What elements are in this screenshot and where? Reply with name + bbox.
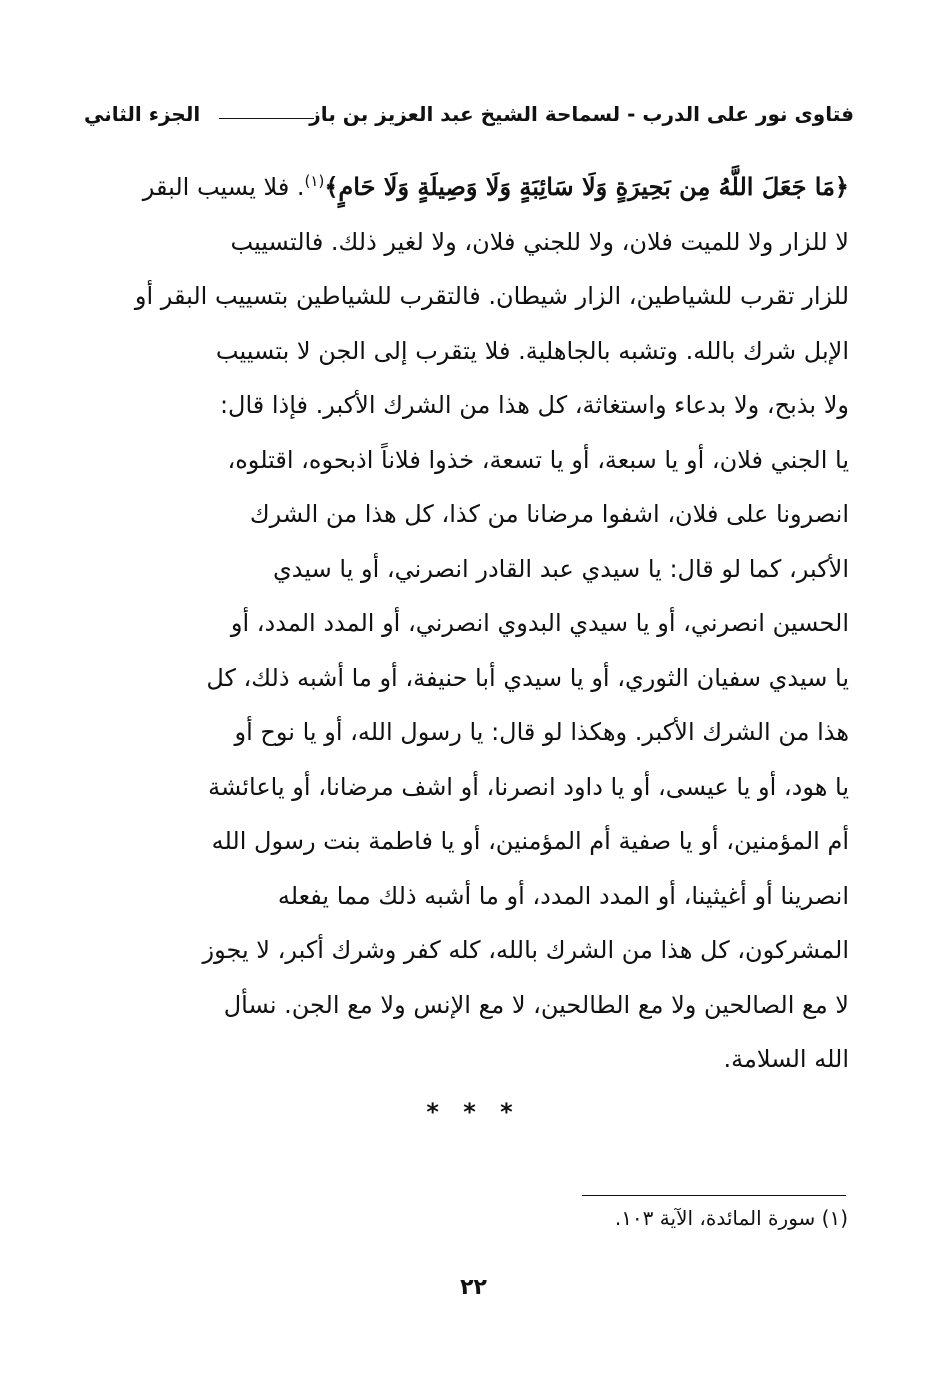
text-line: الأكبر، كما لو قال: يا سيدي عبد القادر انصرني، أو يا سيدي [273,554,849,583]
text-line [84,160,849,215]
text-line: يا هود، أو يا عيسى، أو يا داود انصرنا، أو اشف مرضانا، أو ياعائشة [208,772,849,801]
text-line: ولا بذبح، ولا بدعاء واستغاثة، كل هذا من الشرك الأكبر. فإذا قال: [219,391,849,419]
text-line: الإبل شرك بالله. وتشبه بالجاهلية. فلا يتقرب إلى الجن لا بتسييب [215,336,849,365]
text-line: انصرونا على فلان، اشفوا مرضانا من كذا، كل هذا من الشرك [249,500,849,528]
text-line: يا الجني فلان، أو يا سبعة، أو يا تسعة، خذوا فلاناً اذبحوه، اقتلوه، [227,445,849,474]
text-line: للزار تقرب للشياطين، الزار شيطان. فالتقرب للشياطين بتسييب البقر أو [134,282,849,310]
page-number: ٢٢ [460,1275,487,1300]
text-line: لا مع الصالحين ولا مع الطالحين، لا مع الإنس ولا مع الجن. نسأل [223,990,849,1019]
text-line: الحسين انصرني، أو يا سيدي البدوي انصرني، أو المدد المدد، أو [230,609,849,637]
footnote-rule [582,1195,846,1196]
section-separator: * * * [426,1098,521,1126]
quran-verse: ﴿مَا جَعَلَ اللَّهُ مِن بَحِيرَةٍ وَلَا سَائِبَةٍ وَلَا وَصِيلَةٍ وَلَا حَامٍ﴾ [324,172,849,201]
text-line: انصرينا أو أغيثينا، أو المدد المدد، أو ما أشبه ذلك مما يفعله [277,881,849,910]
text-line: يا سيدي سفيان الثوري، أو يا سيدي أبا حنيفة، أو ما أشبه ذلك، كل [206,663,849,692]
footnote: (١) سورة المائدة، الآية ١٠٣. [614,1206,848,1230]
text-line: المشركون، كل هذا من الشرك بالله، كله كفر وشرك أكبر، لا يجوز [202,936,849,964]
text-line: أم المؤمنين، أو يا صفية أم المؤمنين، أو يا فاطمة بنت رسول الله [211,827,849,855]
body-text [84,160,849,1087]
part-label: الجزء الثاني [84,102,201,126]
text-line: هذا من الشرك الأكبر. وهكذا لو قال: يا رسول الله، أو يا نوح أو [234,718,849,746]
line-text: . فلا يسيب البقر [142,173,305,201]
text-line: لا للزار ولا للميت فلان، ولا للجني فلان، ولا لغير ذلك. فالتسييب [230,227,849,256]
text-line: الله السلامة. [723,1045,849,1073]
book-title: فتاوى نور على الدرب - لسماحة الشيخ عبد العزيز بن باز [309,102,854,126]
footnote-reference[interactable]: (١) [304,172,325,190]
running-header [84,96,854,136]
header-rule [219,118,314,119]
